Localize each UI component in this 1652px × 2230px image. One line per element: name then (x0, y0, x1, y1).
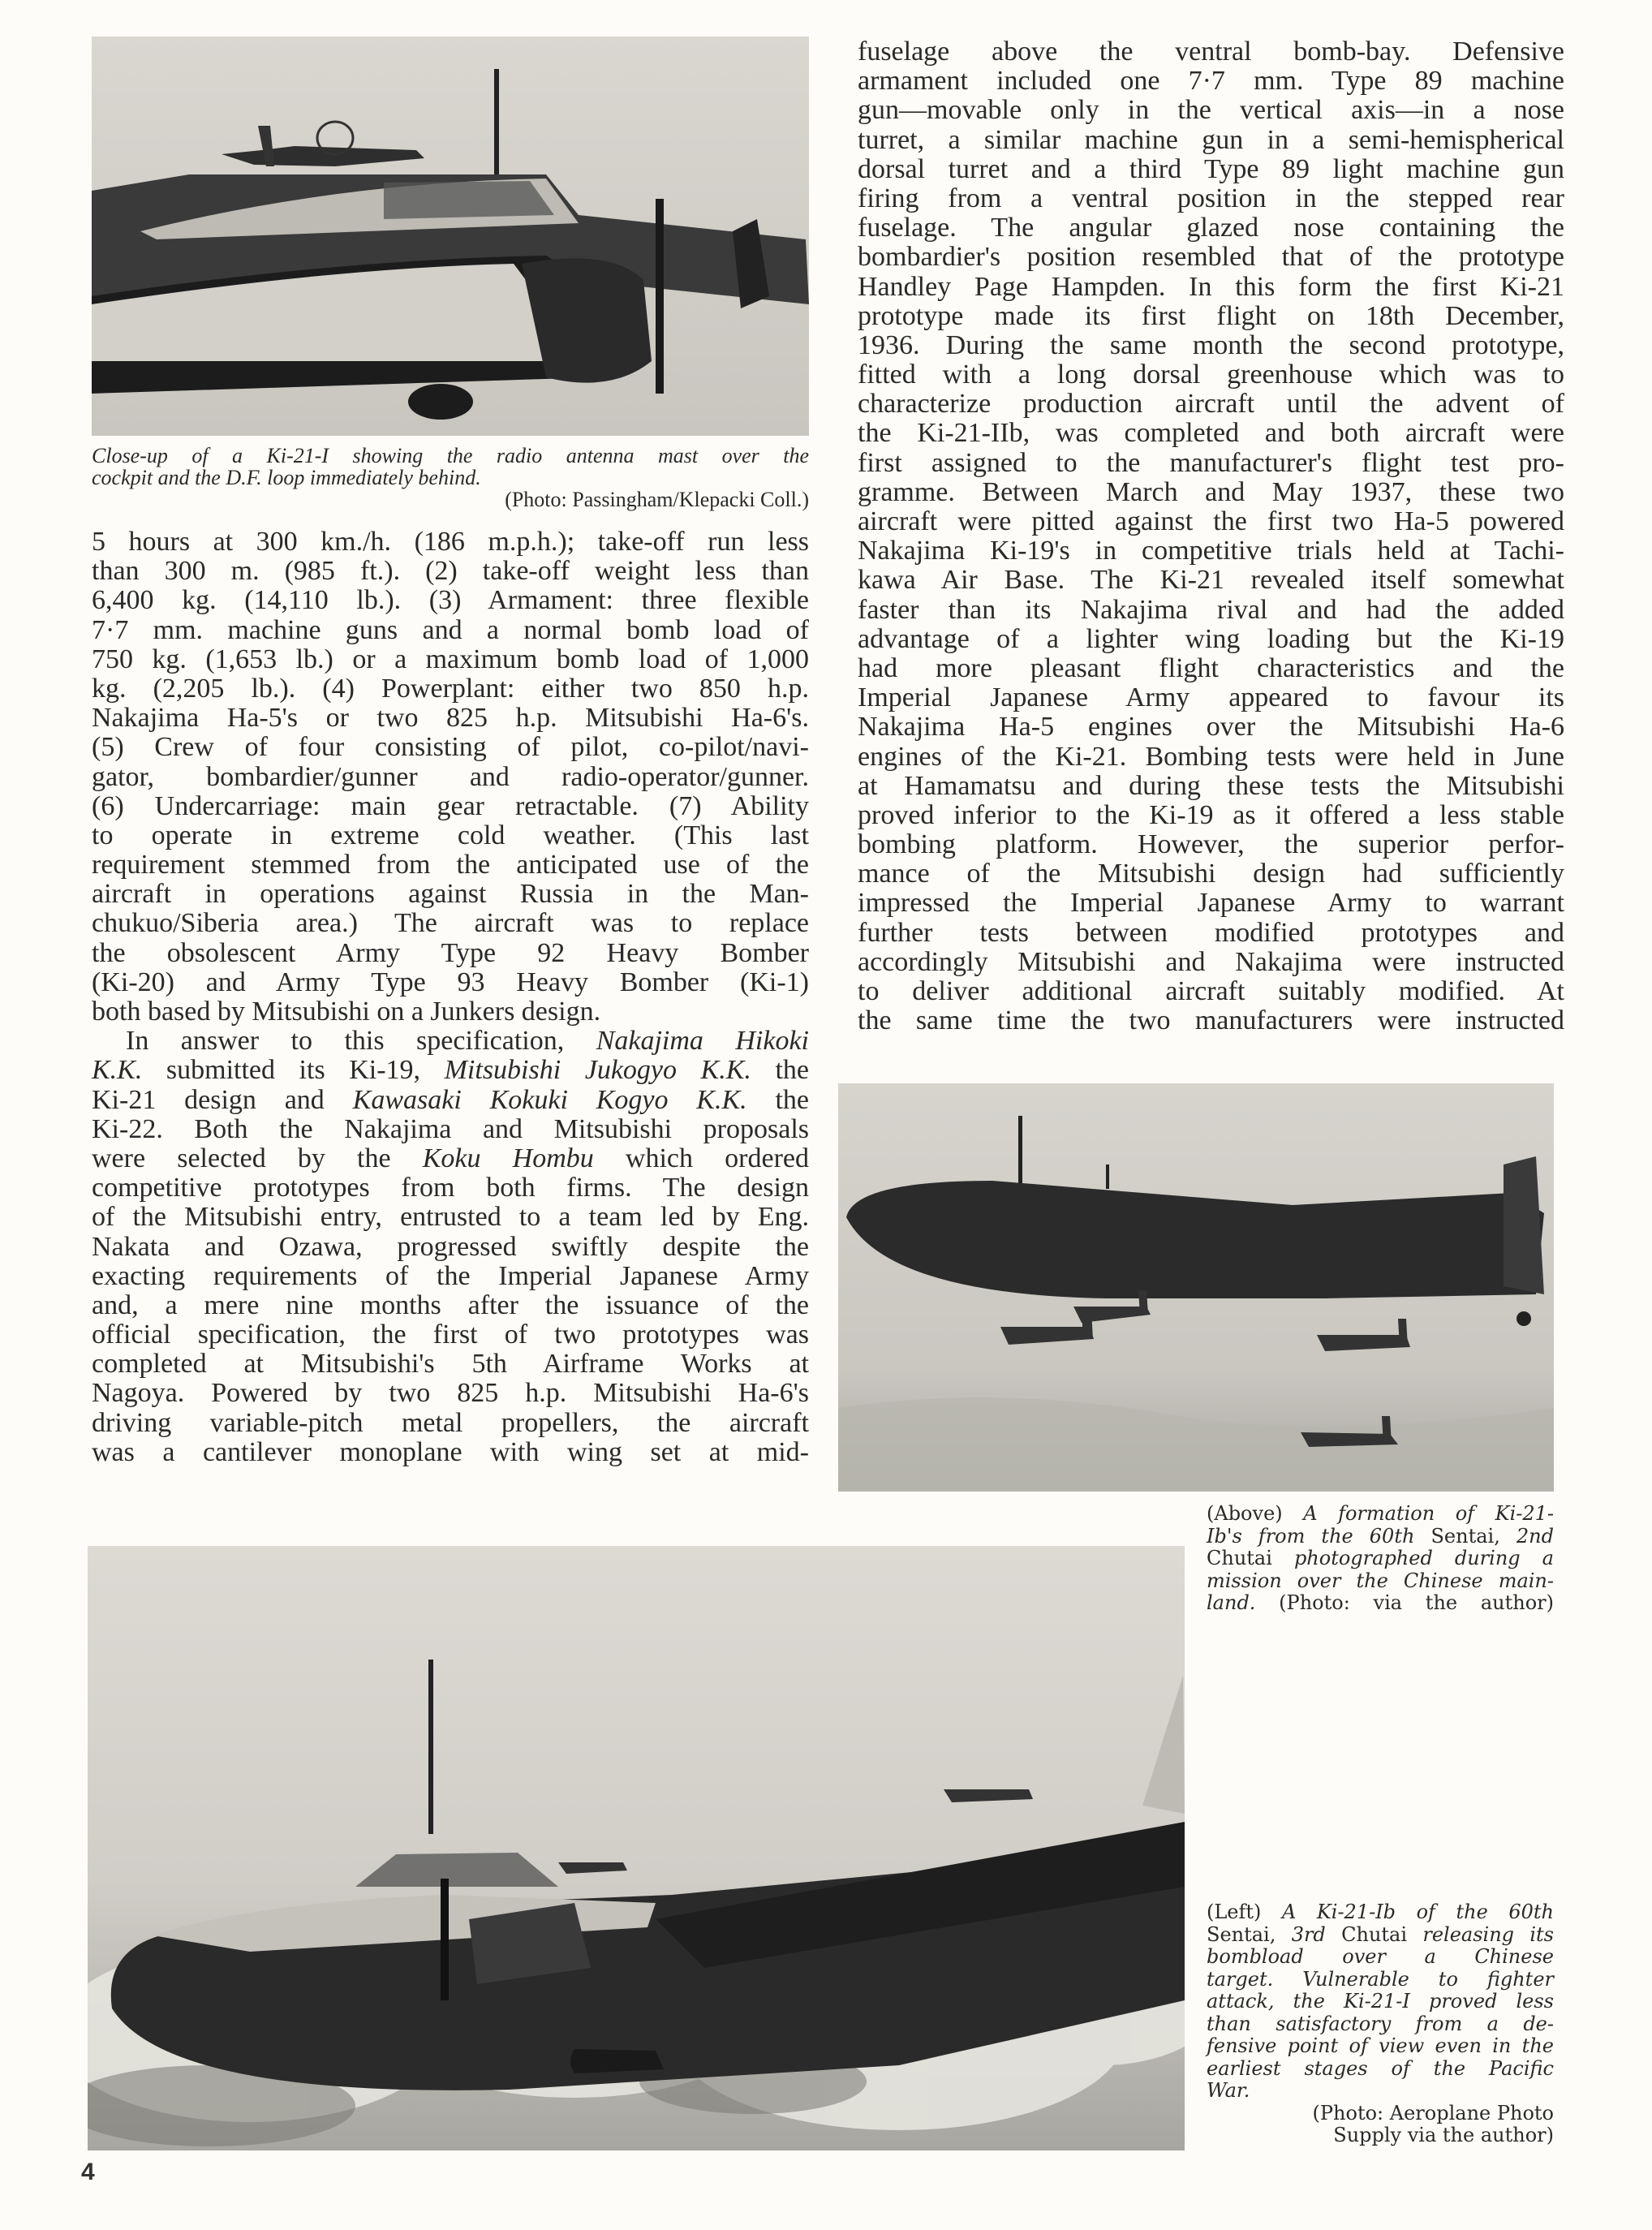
italic-text: Kawasaki Kokuki Kogyo K.K. (352, 1084, 747, 1115)
text-line (92, 1144, 809, 1173)
text-line (92, 1350, 809, 1379)
text: kg. (2,205 lb.). (4) Powerplant: either two 850 h.p. (92, 673, 809, 704)
text: mance of the Mitsubishi design had sufficiently (858, 859, 1564, 889)
italic-text: releasing its (1422, 1922, 1554, 1946)
text: gramme. Between March and May 1937, these two (858, 476, 1564, 507)
text: both based by Mitsubishi on a Junkers design. (92, 997, 601, 1027)
caption-line (1207, 1570, 1554, 1593)
text-line (858, 37, 1564, 67)
text: chukuo/Siberia area.) The aircraft was to replace (92, 908, 809, 939)
text: (Photo: Aeroplane Photo (1312, 2101, 1554, 2125)
text-line (92, 1115, 809, 1144)
italic-text: 2nd (1516, 1524, 1554, 1548)
text-line (858, 566, 1564, 595)
text-line (92, 821, 809, 850)
text: Nakata and Ozawa, progressed swiftly despite the (92, 1231, 809, 1262)
italic-text: earliest stages of the Pacific (1207, 2056, 1554, 2080)
text-line (92, 527, 809, 557)
italic-text: Nakajima Hikoki (596, 1026, 810, 1057)
text: the Ki-21-IIb, was completed and both aircraft were (858, 418, 1564, 449)
text-line (858, 302, 1564, 331)
body-left-column (92, 527, 809, 1467)
text: fuselage. The angular glazed nose containing the (858, 213, 1564, 243)
text: of the Mitsubishi entry, entrusted to a team led by Eng. (92, 1202, 809, 1233)
text: official specification, the first of two prototypes was (92, 1319, 809, 1350)
text-line (92, 997, 809, 1027)
text-line (858, 919, 1564, 948)
text-line (858, 507, 1564, 536)
text: proved inferior to the Ki-19 as it offered a less stable (858, 799, 1564, 830)
caption-line (1207, 1946, 1554, 1969)
italic-text: Close-up of a Ki-21-I showing the radio antenna mast over the (92, 444, 809, 467)
text: (Photo: Passingham/Klepacki Coll.) (505, 488, 809, 511)
italic-text: than satisfactory from a de- (1207, 2012, 1554, 2035)
text-line (92, 1262, 809, 1291)
text-line (858, 859, 1564, 889)
text-line (858, 772, 1564, 801)
text-line (92, 1086, 809, 1115)
text: firing from a ventral position in the stepped rear (858, 183, 1564, 213)
italic-text: land. (1207, 1591, 1256, 1614)
text: Ki-22. Both the Nakajima and Mitsubishi proposals (92, 1113, 809, 1144)
text: kawa Air Base. The Ki-21 revealed itself somewhat (858, 565, 1564, 596)
text: dorsal turret and a third Type 89 light machine gun (858, 153, 1564, 184)
text: driving variable-pitch metal propellers, the aircraft (92, 1407, 809, 1438)
formation-image (838, 1083, 1554, 1492)
text-line (858, 830, 1564, 859)
italic-text: photographed during a (1293, 1547, 1554, 1569)
text: 5 hours at 300 km./h. (186 m.p.h.); take-off run less (92, 527, 809, 557)
text-line (92, 1027, 809, 1056)
body-right-column (858, 37, 1564, 1035)
italic-text: Mitsubishi Jukogyo K.K. (444, 1055, 751, 1086)
text: (Photo: via the author) (1255, 1591, 1554, 1614)
text-line (92, 586, 809, 615)
text: (Ki-20) and Army Type 93 Heavy Bomber (Ki-1) (92, 966, 809, 997)
text: 7·7 mm. machine guns and a normal bomb load of (92, 614, 809, 645)
text-line (858, 419, 1564, 448)
italic-text: A formation of Ki-21- (1303, 1502, 1555, 1525)
caption-line (92, 445, 809, 467)
text: Supply via the author) (1333, 2124, 1554, 2146)
text-line (92, 616, 809, 645)
text-line (858, 243, 1564, 272)
text: the (746, 1084, 809, 1115)
text-line (92, 645, 809, 674)
text-line (858, 449, 1564, 478)
text: requirement stemmed from the anticipated use of the (92, 850, 809, 880)
caption-line (1207, 1924, 1554, 1947)
caption-line (1207, 2058, 1554, 2081)
text-line (92, 1173, 809, 1203)
text: Nakajima Ki-19's in competitive trials held at Tachi- (858, 536, 1564, 566)
photo-credit (1207, 2103, 1554, 2125)
text-line (858, 96, 1564, 125)
text-line (858, 712, 1564, 742)
text: the obsolescent Army Type 92 Heavy Bomber (92, 937, 809, 968)
text: which ordered (593, 1143, 809, 1173)
text: aircraft in operations against Russia in the Man- (92, 879, 809, 910)
text-line (858, 273, 1564, 302)
text: fuselage above the ventral bomb-bay. Defensive (858, 37, 1564, 67)
photo-close-up-ki21 (92, 37, 809, 436)
text: prototype made its first flight on 18th December, (858, 300, 1564, 331)
text-line (858, 743, 1564, 772)
text-line (92, 1203, 809, 1232)
text-line (92, 1379, 809, 1408)
text-line (92, 939, 809, 968)
text: Ki-21 design and (92, 1084, 353, 1115)
text: (5) Crew of four consisting of pilot, co-pilot/navi- (92, 732, 809, 763)
photo-formation-ki21 (838, 1083, 1554, 1492)
photo-credit (92, 489, 809, 510)
text: the (751, 1055, 809, 1086)
text-line (92, 850, 809, 880)
text-line (858, 331, 1564, 360)
text-line (858, 596, 1564, 625)
text-line (858, 683, 1564, 712)
italic-text: War. (1207, 2079, 1250, 2102)
text-line (858, 184, 1564, 213)
text-line (92, 880, 809, 909)
caption-line (92, 467, 809, 489)
text-line (92, 968, 809, 997)
text: accordingly Mitsubishi and Nakajima were instructed (858, 946, 1564, 977)
text: to operate in extreme cold weather. (This last (92, 820, 809, 850)
caption-photo-1 (92, 445, 809, 510)
text: and, a mere nine months after the issuance of the (92, 1289, 809, 1320)
text: fitted with a long dorsal greenhouse which was to (858, 359, 1564, 390)
text: (Above) (1207, 1502, 1304, 1525)
italic-text: bombload over a Chinese (1207, 1945, 1554, 1968)
text: at Hamamatsu and during these tests the Mitsubishi (858, 770, 1564, 801)
caption-line (1207, 1991, 1554, 2013)
italic-text: A Ki-21-Ib of the 60th (1281, 1901, 1554, 1923)
caption-line (1207, 1901, 1554, 1924)
text: Imperial Japanese Army appeared to favour its (858, 682, 1564, 713)
text: 750 kg. (1,653 lb.) or a maximum bomb load of 1,000 (92, 644, 809, 674)
text: impressed the Imperial Japanese Army to warrant (858, 888, 1564, 919)
text: Chutai (1341, 1922, 1423, 1946)
caption-line (1207, 2035, 1554, 2058)
text: aircraft were pitted against the first two Ha-5 powered (858, 506, 1564, 536)
text-line (858, 625, 1564, 654)
text-line (92, 1233, 809, 1262)
text: had more pleasant flight characteristics and the (858, 652, 1564, 683)
photo-ki21-releasing-bombs (88, 1546, 1185, 2150)
text-line (92, 792, 809, 821)
text: advantage of a lighter wing loading but the Ki-19 (858, 623, 1564, 654)
text-line (858, 67, 1564, 96)
text: Handley Page Hampden. In this form the first Ki-21 (858, 271, 1564, 302)
text: Nakajima Ha-5's or two 825 h.p. Mitsubishi Ha-6's. (92, 703, 809, 734)
text: 6,400 kg. (14,110 lb.). (3) Armament: three flexible (92, 585, 809, 616)
italic-text: target. Vulnerable to fighter (1207, 1967, 1554, 1991)
text-line (92, 1291, 809, 1320)
text: gun—movable only in the vertical axis—in a nose (858, 95, 1564, 126)
italic-text: 3rd (1291, 1922, 1342, 1946)
caption-line (1207, 1592, 1554, 1615)
text: characterize production aircraft until the advent of (858, 389, 1564, 420)
text: competitive prototypes from both firms. The design (92, 1173, 809, 1203)
text: (6) Undercarriage: main gear retractable. (7) Ability (92, 790, 809, 821)
caption-line (1207, 1503, 1554, 1526)
caption-line (1207, 2013, 1554, 2036)
text: the same time the two manufacturers were instructed (858, 1005, 1564, 1036)
text: to deliver additional aircraft suitably modified. At (858, 976, 1564, 1006)
italic-text: cockpit and the D.F. loop immediately behind. (92, 466, 481, 489)
text-line (92, 1438, 809, 1467)
text: exacting requirements of the Imperial Japanese Army (92, 1260, 809, 1291)
text-line (858, 977, 1564, 1006)
text-line (92, 763, 809, 792)
text: faster than its Nakajima rival and had the added (858, 594, 1564, 625)
caption-line (1207, 2080, 1554, 2103)
text: bombing platform. However, the superior perfor- (858, 829, 1564, 860)
text-line (858, 155, 1564, 184)
text-line (858, 360, 1564, 390)
text: Nagoya. Powered by two 825 h.p. Mitsubishi Ha-6's (92, 1378, 809, 1409)
page-number: 4 (81, 2159, 95, 2185)
text-line (858, 536, 1564, 566)
text-line (92, 704, 809, 733)
caption-line (1207, 1526, 1554, 1548)
text-line (92, 557, 809, 586)
caption-line (1207, 1548, 1554, 1570)
italic-text: Koku Hombu (422, 1143, 594, 1173)
text-line (858, 801, 1564, 830)
italic-text: K.K. (92, 1055, 143, 1086)
text-line (858, 1006, 1564, 1035)
text: engines of the Ki-21. Bombing tests were held in June (858, 741, 1564, 772)
italic-text: fensive point of view even in the (1207, 2034, 1554, 2057)
text: Sentai, (1207, 1922, 1292, 1946)
text: turret, a similar machine gun in a semi-hemispherical (858, 124, 1564, 155)
text: bombardier's position resembled that of the prototype (858, 242, 1564, 273)
bomb-release-image (88, 1546, 1185, 2150)
text-line (92, 1409, 809, 1438)
text-line (92, 909, 809, 938)
caption-line (1207, 1969, 1554, 1991)
text: (Left) (1207, 1901, 1282, 1923)
photo-credit (1207, 2125, 1554, 2147)
text: first assigned to the manufacturer's flight test pro- (858, 447, 1564, 478)
text: In answer to this specification, (126, 1026, 596, 1057)
text: gator, bombardier/gunner and radio-operator/gunner. (92, 761, 809, 792)
text: 1936. During the same month the second prototype, (858, 329, 1564, 360)
text-line (858, 213, 1564, 243)
text: Chutai (1207, 1547, 1294, 1569)
text: armament included one 7·7 mm. Type 89 machine (858, 66, 1564, 97)
aircraft-closeup-image (92, 37, 809, 436)
caption-photo-2 (1207, 1503, 1554, 1615)
text: Sentai, (1430, 1524, 1516, 1548)
text-line (858, 889, 1564, 918)
caption-photo-3 (1207, 1901, 1554, 2147)
text-line (858, 654, 1564, 683)
text: Nakajima Ha-5 engines over the Mitsubishi Ha-6 (858, 712, 1564, 743)
text: was a cantilever monoplane with wing set at mid- (92, 1436, 809, 1467)
text: submitted its Ki-19, (142, 1055, 445, 1086)
italic-text: attack, the Ki-21-I proved less (1207, 1990, 1554, 2013)
text-line (92, 733, 809, 762)
text: than 300 m. (985 ft.). (2) take-off weight less than (92, 556, 809, 587)
text: further tests between modified prototypes and (858, 917, 1564, 948)
text-line (92, 674, 809, 704)
italic-text: mission over the Chinese main- (1207, 1569, 1554, 1592)
text-line (858, 390, 1564, 419)
italic-text: Ib's from the 60th (1207, 1524, 1431, 1548)
text-line (858, 126, 1564, 155)
text-line (92, 1056, 809, 1085)
text-line (858, 948, 1564, 977)
text-line (858, 478, 1564, 507)
text-line (92, 1320, 809, 1350)
text: were selected by the (92, 1143, 423, 1173)
text: completed at Mitsubishi's 5th Airframe Works at (92, 1349, 809, 1380)
